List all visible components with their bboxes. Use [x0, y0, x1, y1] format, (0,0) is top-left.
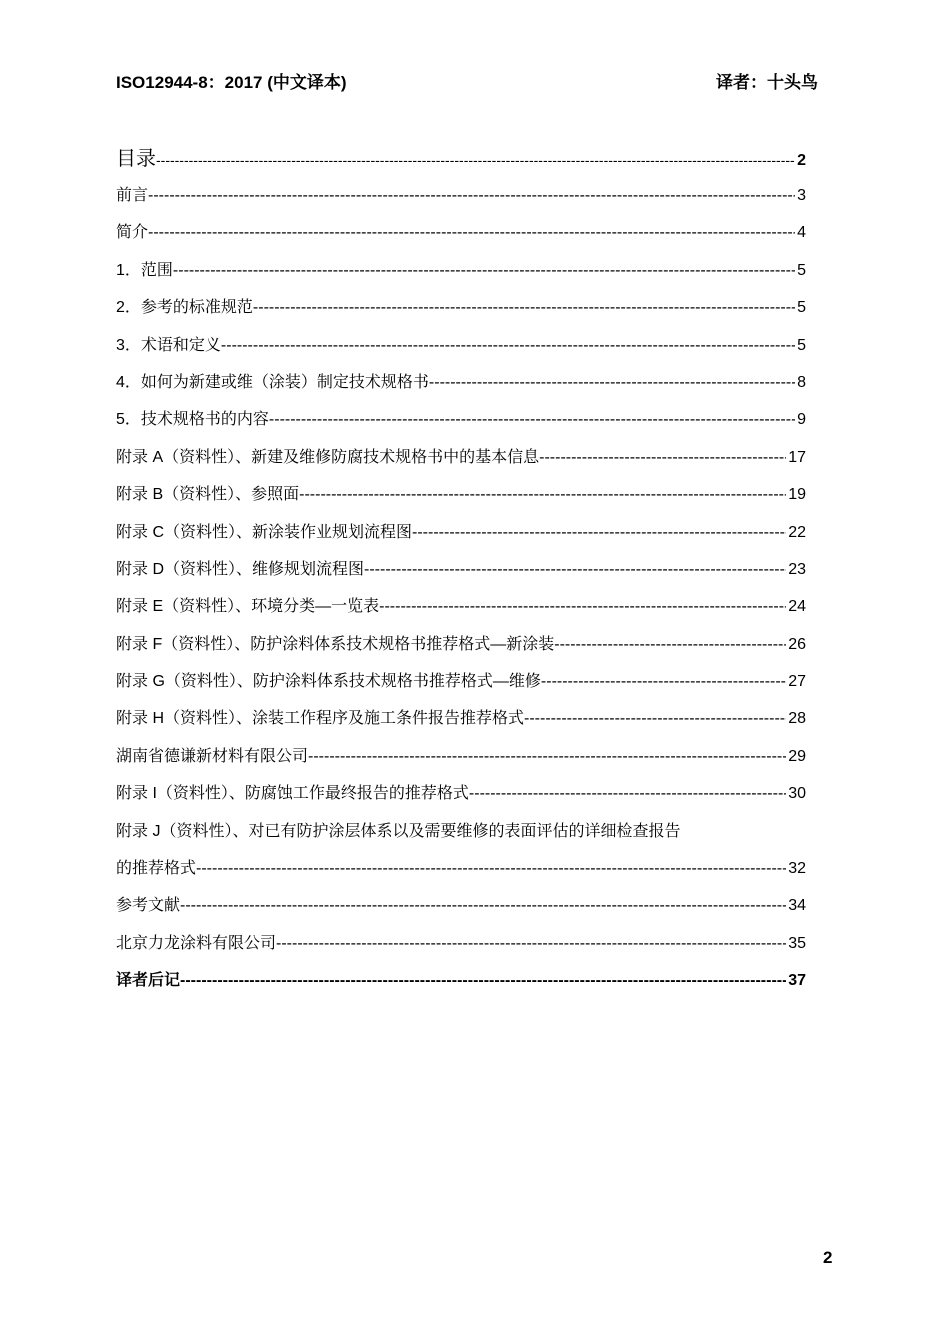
toc-entry-page: 30: [788, 785, 806, 803]
toc-entry-title: 附录 E（资料性）、环境分类—一览表: [116, 598, 380, 616]
toc-leader: [148, 187, 795, 205]
toc-leader: [148, 224, 795, 242]
toc-leader: [524, 710, 786, 728]
toc-entry[interactable]: [116, 519, 806, 556]
toc-leader: [269, 411, 795, 429]
toc-entry-title: 湖南省德谦新材料有限公司: [116, 747, 309, 765]
toc-entry[interactable]: [116, 444, 806, 481]
toc-leader: [429, 374, 795, 392]
toc-entry-title: 附录 G（资料性）、防护涂料体系技术规格书推荐格式—维修: [116, 673, 541, 691]
toc-entry-title: 5．技术规格书的内容: [116, 411, 269, 429]
toc-entry-page: 4: [797, 224, 806, 242]
toc-entry-title: 简介: [116, 224, 149, 242]
toc-entry-page: 35: [788, 934, 806, 952]
toc-entry-title: 3．术语和定义: [116, 336, 221, 354]
toc-entry-title: 附录 A（资料性）、新建及维修防腐技术规格书中的基本信息: [116, 448, 540, 466]
toc-leader: [308, 748, 786, 766]
toc-entry[interactable]: [116, 930, 806, 967]
toc-entry[interactable]: [116, 481, 806, 518]
toc-entry-title: 附录 J（资料性）、对已有防护涂层体系以及需要维修的表面评估的详细检查报告: [116, 822, 681, 840]
toc-entry-title: 北京力龙涂料有限公司: [116, 934, 277, 952]
toc-entry-title: 附录 B（资料性）、参照面: [116, 486, 300, 504]
toc-entry[interactable]: [116, 705, 806, 742]
toc-leader: [253, 299, 795, 317]
toc-leader: [221, 337, 795, 355]
toc-entry-title: 附录 I（资料性）、防腐蚀工作最终报告的推荐格式: [116, 785, 469, 803]
toc-entry-page: 29: [788, 747, 806, 765]
document-title: ISO12944-8：2017 (中文译本): [116, 73, 347, 92]
toc-entry[interactable]: [116, 593, 806, 630]
toc-leader: [539, 449, 786, 467]
toc-entry-title: 1．范围: [116, 261, 173, 279]
toc-entry-title: 4．如何为新建或维（涂装）制定技术规格书: [116, 373, 429, 391]
toc-entry-page: 5: [797, 336, 806, 354]
table-of-contents: [116, 142, 806, 1005]
page-number: 2: [823, 1248, 833, 1267]
toc-entry-wrapped[interactable]: [116, 818, 806, 855]
toc-entry-page: 26: [788, 635, 806, 653]
toc-leader: [299, 486, 786, 504]
toc-entry-page: 34: [788, 897, 806, 915]
toc-entry[interactable]: [116, 406, 806, 443]
toc-leader: [276, 935, 786, 953]
toc-leader: [541, 673, 786, 691]
toc-entry[interactable]: [116, 294, 806, 331]
toc-entry[interactable]: [116, 257, 806, 294]
toc-entry-page: 37: [788, 972, 806, 990]
page-header: [116, 68, 818, 94]
toc-leader: [554, 636, 786, 654]
toc-leader: [196, 860, 786, 878]
toc-leader: [180, 972, 786, 990]
toc-entry[interactable]: [116, 556, 806, 593]
toc-entry[interactable]: [116, 332, 806, 369]
toc-entry-title: 前言: [116, 187, 149, 204]
toc-entry-title-continued: 的推荐格式: [116, 860, 197, 878]
toc-entry-page: 8: [797, 373, 806, 391]
toc-entry-title: 目录: [116, 148, 156, 170]
toc-entry-title: 附录 F（资料性）、防护涂料体系技术规格书推荐格式—新涂装: [116, 635, 555, 653]
toc-entry-continuation[interactable]: [116, 855, 806, 892]
toc-entry-title: 译者后记: [116, 972, 181, 990]
toc-entry-title: 附录 H（资料性）、涂装工作程序及施工条件报告推荐格式: [116, 710, 525, 728]
toc-entry-page: 32: [788, 860, 806, 878]
toc-entry[interactable]: [116, 369, 806, 406]
toc-entry[interactable]: [116, 780, 806, 817]
toc-entry-page: 2: [797, 152, 806, 169]
toc-entry-page: 3: [797, 187, 806, 204]
toc-entry[interactable]: [116, 631, 806, 668]
toc-entry-page: 9: [797, 411, 806, 429]
toc-entry[interactable]: [116, 743, 806, 780]
toc-entry-page: 23: [788, 560, 806, 578]
toc-entry[interactable]: [116, 668, 806, 705]
toc-leader: [469, 785, 786, 803]
toc-entry-page: 24: [788, 598, 806, 616]
toc-entry[interactable]: [116, 182, 806, 219]
toc-leader: [379, 598, 786, 616]
toc-leader: [412, 524, 786, 542]
toc-entry-title: 附录 C（资料性）、新涂装作业规划流程图: [116, 523, 413, 541]
toc-entry-page: 28: [788, 710, 806, 728]
toc-entry-afterword[interactable]: [116, 967, 806, 1004]
toc-entry-page: 5: [797, 299, 806, 317]
toc-leader: [156, 152, 795, 168]
toc-entry-title: 2．参考的标准规范: [116, 299, 253, 317]
toc-entry[interactable]: [116, 892, 806, 929]
translator-credit: 译者：十头鸟: [716, 73, 818, 92]
toc-entry-title: 附录 D（资料性）、维修规划流程图: [116, 560, 365, 578]
toc-entry-page: 27: [788, 673, 806, 691]
toc-leader: [180, 897, 786, 915]
toc-leader: [364, 561, 786, 579]
toc-entry-page: 5: [797, 261, 806, 279]
toc-entry-title: 参考文献: [116, 897, 181, 915]
toc-entry-page: 19: [788, 486, 806, 504]
toc-entry-page: 17: [788, 448, 806, 466]
toc-leader: [173, 262, 795, 280]
toc-entry-contents[interactable]: [116, 142, 806, 182]
toc-entry[interactable]: [116, 219, 806, 256]
toc-entry-page: 22: [788, 523, 806, 541]
